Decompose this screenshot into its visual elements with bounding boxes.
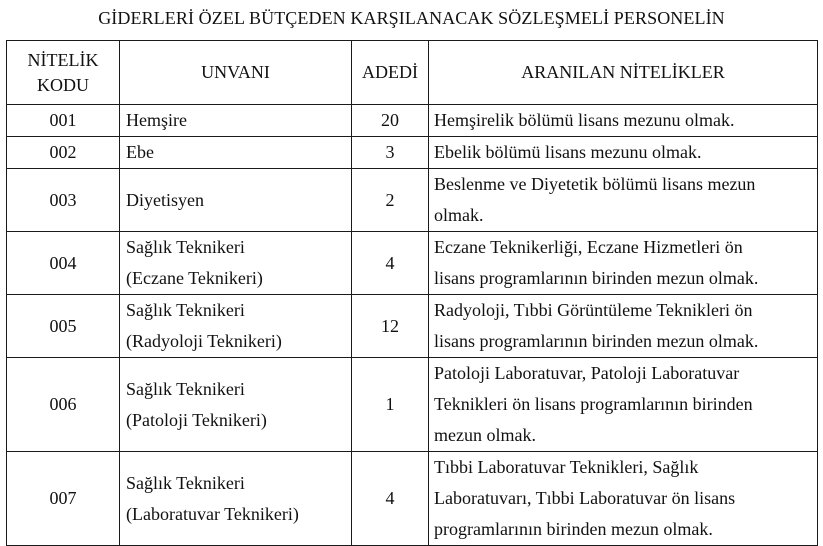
- header-count: ADEDİ: [352, 41, 429, 105]
- cell-code: 004: [7, 232, 120, 295]
- cell-code: 001: [7, 105, 120, 137]
- staff-table: [6, 40, 818, 546]
- cell-requirements: [429, 137, 818, 169]
- cell-requirements-line: Teknikleri ön lisans programlarının birinden: [434, 394, 753, 414]
- cell-requirements-line: olmak.: [434, 205, 484, 225]
- cell-requirements-line: programlarının birinden mezun olmak.: [434, 519, 713, 539]
- table-body: [7, 105, 818, 546]
- cell-title-line: Sağlık Teknikeri: [126, 378, 245, 399]
- table-row: [7, 452, 818, 546]
- cell-code: 003: [7, 169, 120, 232]
- cell-title: [120, 295, 352, 358]
- header-requirements: ARANILAN NİTELİKLER: [429, 41, 818, 105]
- cell-requirements-line: Patoloji Laboratuvar, Patoloji Laboratuvar: [434, 363, 740, 383]
- cell-code: 005: [7, 295, 120, 358]
- table-header-row: [7, 41, 818, 105]
- cell-title: [120, 169, 352, 232]
- table-row: [7, 295, 818, 358]
- header-code: [7, 41, 120, 105]
- cell-requirements: [429, 169, 818, 232]
- cell-requirements-line: Radyoloji, Tıbbi Görüntüleme Teknikleri ön: [434, 300, 753, 320]
- table-row: [7, 232, 818, 295]
- cell-count: 1: [352, 358, 429, 452]
- cell-count: 20: [352, 105, 429, 137]
- cell-requirements: [429, 295, 818, 358]
- cell-requirements: [429, 452, 818, 546]
- cell-count: 2: [352, 169, 429, 232]
- cell-count: 4: [352, 452, 429, 546]
- cell-requirements-line: Tıbbi Laboratuvar Teknikleri, Sağlık: [434, 457, 699, 477]
- cell-title-line: Sağlık Teknikeri: [126, 237, 245, 257]
- cell-requirements-line: Beslenme ve Diyetetik bölümü lisans mezun: [434, 174, 756, 194]
- cell-code: 007: [7, 452, 120, 546]
- cell-requirements-line: lisans programlarının birinden mezun olmak.: [434, 268, 759, 288]
- cell-title: [120, 232, 352, 295]
- cell-title: [120, 105, 352, 137]
- cell-count: 3: [352, 137, 429, 169]
- cell-title-line: (Radyoloji Teknikeri): [126, 331, 282, 351]
- cell-requirements: [429, 358, 818, 452]
- cell-requirements-line: Hemşirelik bölümü lisans mezunu olmak.: [434, 110, 735, 130]
- cell-requirements-line: Ebelik bölümü lisans mezunu olmak.: [434, 142, 702, 162]
- cell-code: 006: [7, 358, 120, 452]
- table-row: [7, 169, 818, 232]
- cell-requirements-line: mezun olmak.: [434, 425, 536, 445]
- cell-requirements-line: Laboratuvarı, Tıbbi Laboratuvar ön lisans: [434, 488, 736, 508]
- header-code-line1: NİTELİK: [27, 49, 99, 70]
- cell-title-line: Ebe: [126, 142, 154, 162]
- cell-title-line: Diyetisyen: [126, 189, 204, 210]
- cell-title: [120, 358, 352, 452]
- cell-requirements: [429, 105, 818, 137]
- document-title: GİDERLERİ ÖZEL BÜTÇEDEN KARŞILANACAK SÖZLEŞMELİ PERSONELİN: [98, 8, 725, 28]
- table-row: [7, 358, 818, 452]
- header-code-line2: KODU: [37, 74, 89, 95]
- cell-requirements: [429, 232, 818, 295]
- cell-count: 4: [352, 232, 429, 295]
- table-row: [7, 105, 818, 137]
- cell-title: [120, 137, 352, 169]
- cell-title-line: (Eczane Teknikeri): [126, 268, 263, 288]
- cell-code: 002: [7, 137, 120, 169]
- cell-title-line: Sağlık Teknikeri: [126, 300, 245, 320]
- cell-count: 12: [352, 295, 429, 358]
- cell-title-line: (Laboratuvar Teknikeri): [126, 503, 299, 524]
- table-row: [7, 137, 818, 169]
- cell-title: [120, 452, 352, 546]
- cell-title-line: Sağlık Teknikeri: [126, 472, 245, 493]
- cell-requirements-line: Eczane Teknikerliği, Eczane Hizmetleri ön: [434, 237, 743, 257]
- cell-title-line: Hemşire: [126, 110, 187, 130]
- cell-title-line: (Patoloji Teknikeri): [126, 409, 267, 430]
- cell-requirements-line: lisans programlarının birinden mezun olmak.: [434, 331, 759, 351]
- header-title: UNVANI: [120, 41, 352, 105]
